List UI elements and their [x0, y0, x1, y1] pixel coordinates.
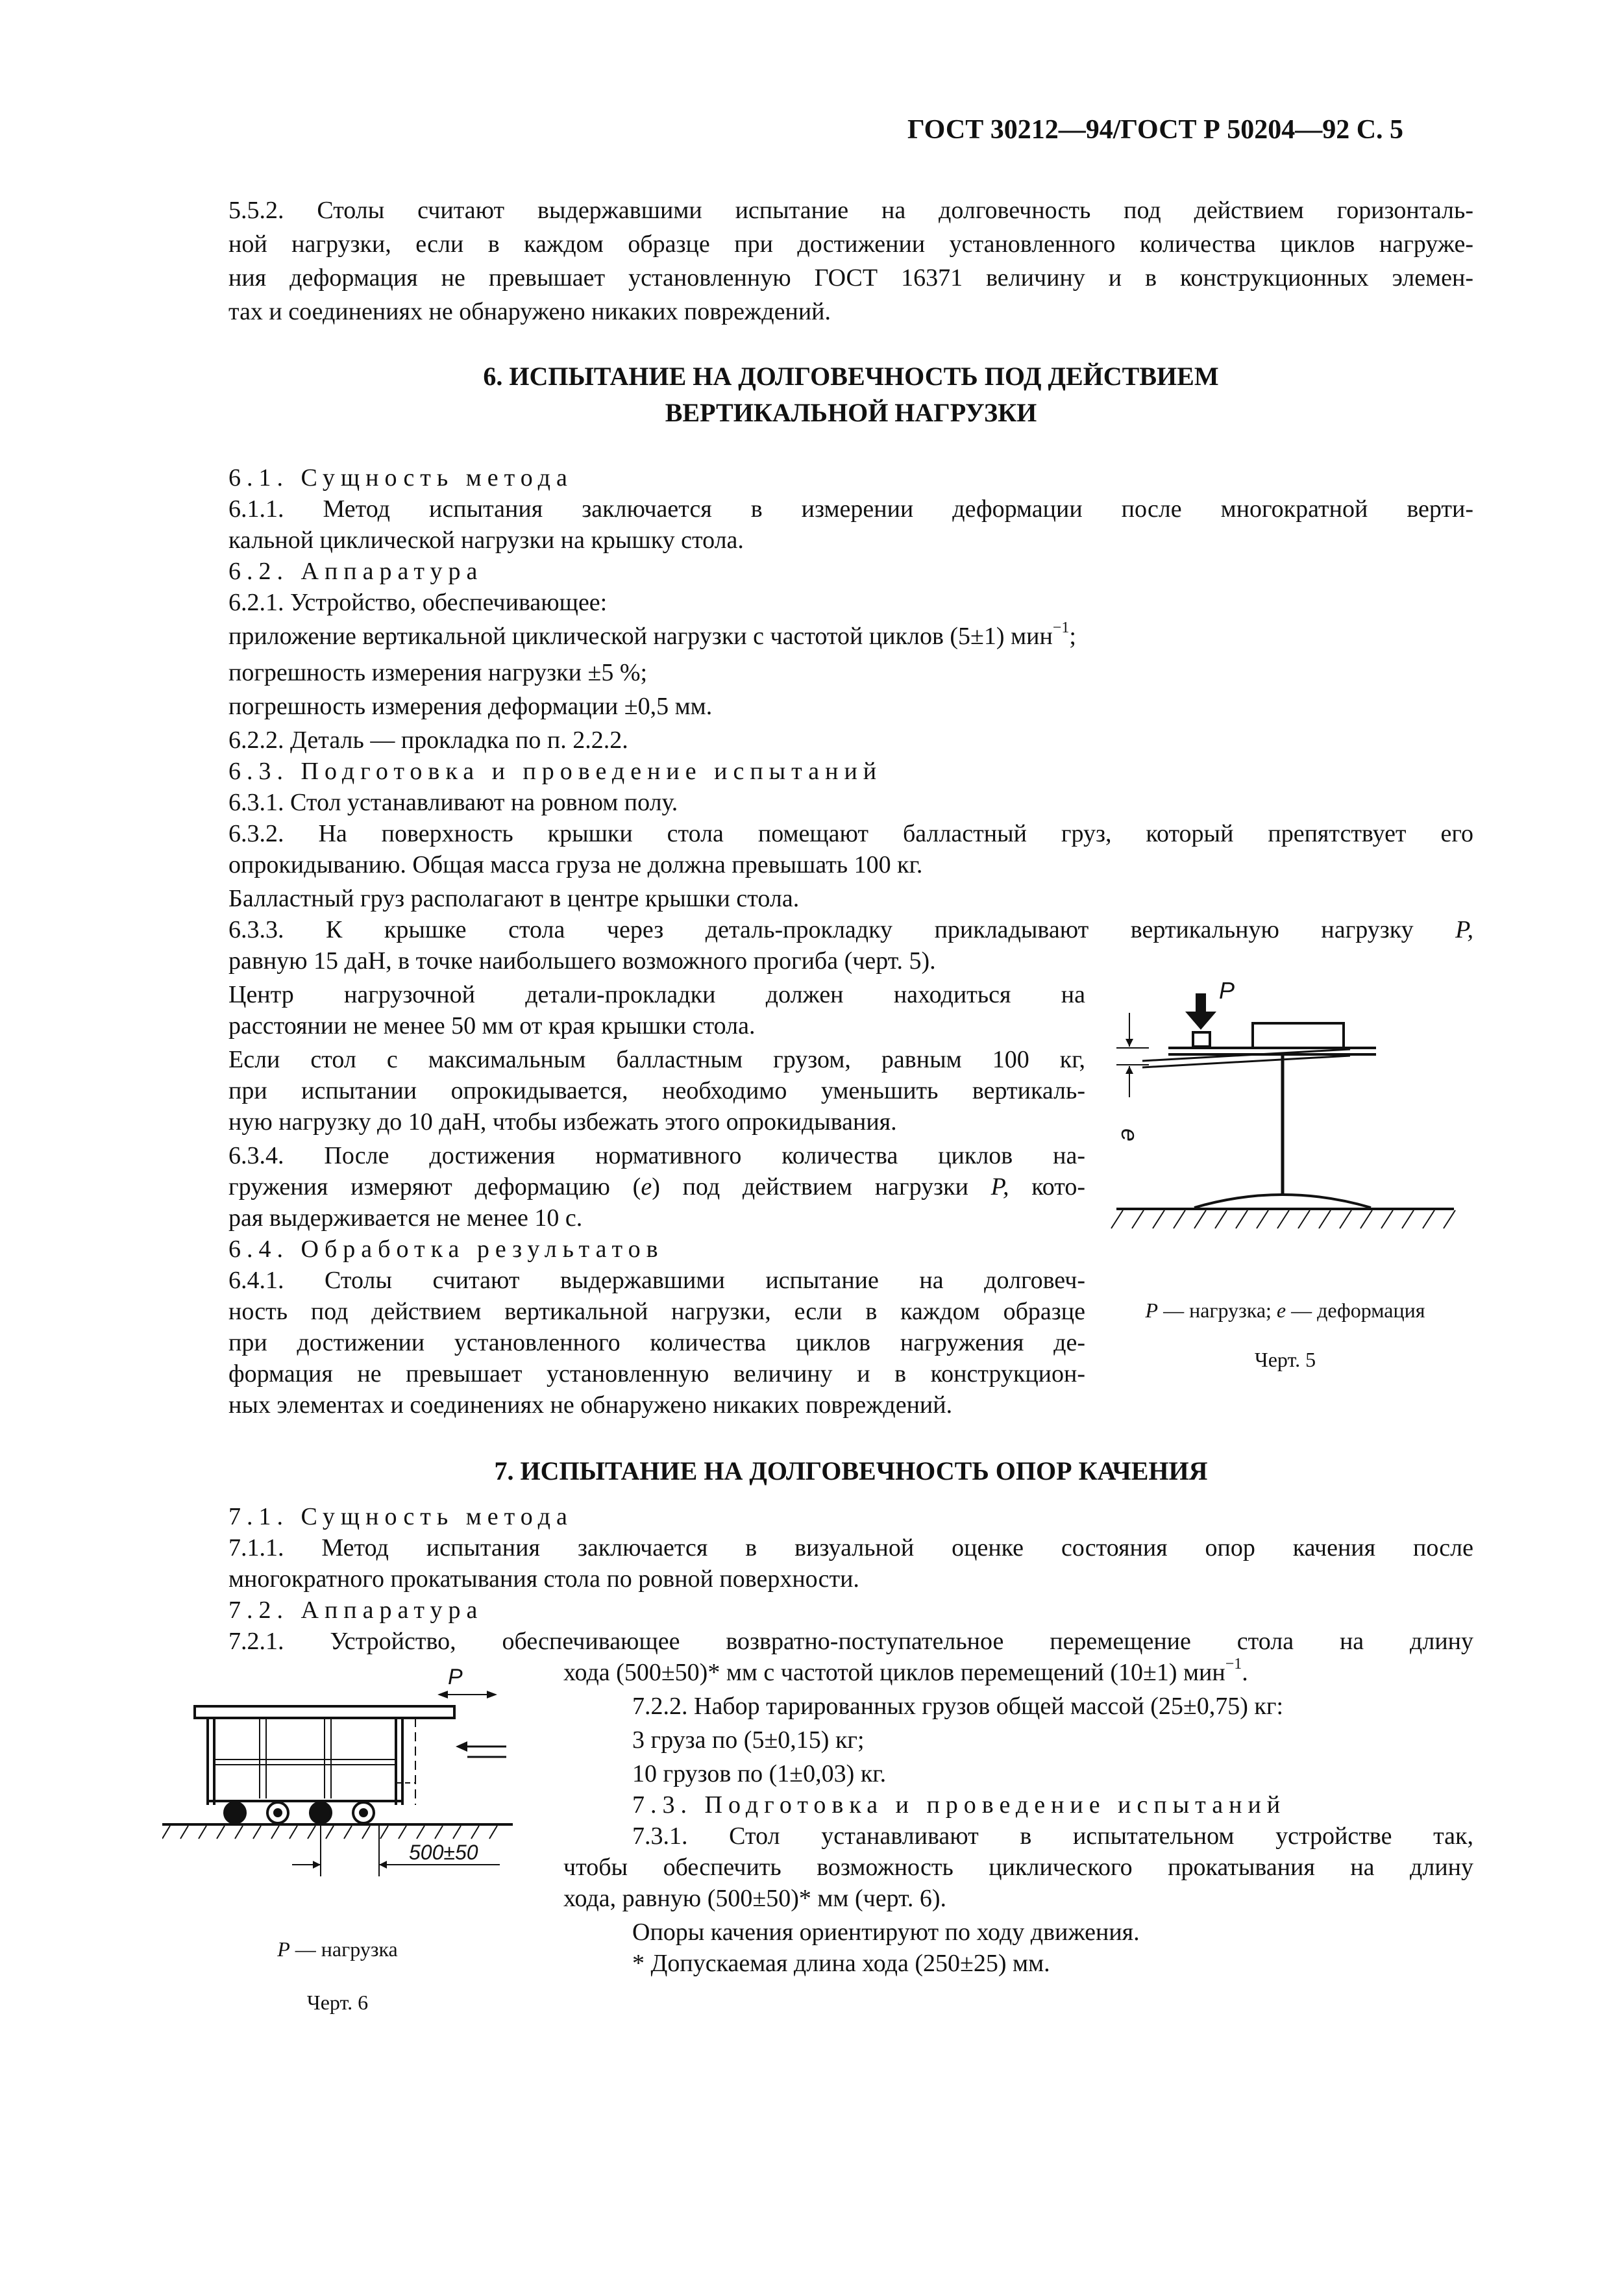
figure-6-legend	[195, 1935, 480, 1963]
variable-e: e	[641, 1173, 652, 1200]
paragraph-6-2-1: 6.2.1. Устройство, обеспечивающее:	[228, 589, 608, 616]
paragraph-6-3-2-line-2: опрокидыванию. Общая масса груза не должна превышать 100 кг.	[228, 851, 923, 878]
variable-P: P,	[1455, 916, 1473, 943]
paragraph-6-1-1-line-2: кальной циклической нагрузки на крышку стола.	[228, 527, 744, 554]
paragraph-7-3-1-line-2: чтобы обеспечить возможность циклического прокатывания на длину	[563, 1854, 1473, 1881]
paragraph-6-3-4-line-1: 6.3.4. После достижения нормативного количества циклов на-	[228, 1142, 1085, 1169]
text-7-2-1: хода (500±50)* мм с частотой циклов перемещений (10±1) мин	[563, 1659, 1225, 1686]
figure-5-label-e: e	[1116, 1128, 1143, 1142]
paragraph-7-1-1-line-1: 7.1.1. Метод испытания заключается в визуальной оценке состояния опор качения после	[228, 1534, 1473, 1561]
legend-variable-P: P	[1145, 1299, 1159, 1322]
subheading-6-1: 6.1. Сущность метода	[228, 464, 573, 491]
paragraph-5-5-2-line-3: ния деформация не превышает установленную ГОСТ 16371 величину и в конструкционных элемен-	[228, 264, 1473, 292]
paragraph-7-3-1-line-3: хода, равную (500±50)* мм (черт. 6).	[563, 1885, 946, 1912]
paragraph-6-4-1-line-4: формация не превышает установленную величину и в конструкцион-	[228, 1360, 1085, 1387]
paragraph-6-2-2: 6.2.2. Деталь — прокладка по п. 2.2.2.	[228, 727, 628, 754]
text-6-3-4-a: гружения измеряют деформацию (	[228, 1173, 641, 1200]
paragraph-6-2-1-b: погрешность измерения нагрузки ±5 %;	[228, 659, 648, 686]
paragraph-6-4-1-line-2: ность под действием вертикальной нагрузки, если в каждом образце	[228, 1298, 1085, 1325]
paragraph-7-2-1-line-2	[563, 1656, 1248, 1689]
paragraph-6-3-3-line-6: при испытании опрокидывается, необходимо уменьшить вертикаль-	[228, 1077, 1085, 1104]
subheading-6-4: 6.4. Обработка результатов	[228, 1236, 664, 1263]
figure-5-legend	[1090, 1296, 1480, 1324]
subheading-7-1: 7.1. Сущность метода	[228, 1503, 573, 1530]
paragraph-6-3-4-line-3: рая выдерживается не менее 10 с.	[228, 1204, 583, 1232]
paragraph-6-3-3-line-4: расстоянии не менее 50 мм от края крышки стола.	[228, 1012, 756, 1039]
load-arrow-head	[1185, 1012, 1216, 1030]
text-semicolon: ;	[1069, 623, 1076, 650]
figure-5-caption: Черт. 5	[1254, 1348, 1316, 1371]
subheading-6-3: 6.3. Подготовка и проведение испытаний	[228, 758, 883, 785]
section-7-title: 7. ИСПЫТАНИЕ НА ДОЛГОВЕЧНОСТЬ ОПОР КАЧЕНИЯ	[494, 1456, 1208, 1486]
section-6-title-line-1: 6. ИСПЫТАНИЕ НА ДОЛГОВЕЧНОСТЬ ПОД ДЕЙСТВИЕМ	[483, 362, 1219, 391]
paragraph-6-3-2-line-1: 6.3.2. На поверхность крышки стола помещают балластный груз, который препятствует его	[228, 820, 1473, 847]
paragraph-6-2-1-a	[228, 619, 1076, 653]
paragraph-6-4-1-line-3: при достижении установленного количества циклов нагружения де-	[228, 1329, 1085, 1356]
legend-P-text: — нагрузка	[295, 1937, 398, 1961]
text-period: .	[1242, 1659, 1248, 1686]
legend-variable-e: e	[1276, 1299, 1286, 1322]
paragraph-6-3-3-line-5: Если стол с максимальным балластным грузом, равным 100 кг,	[228, 1046, 1085, 1073]
paragraph-7-2-2: 7.2.2. Набор тарированных грузов общей массой (25±0,75) кг:	[632, 1693, 1284, 1720]
paragraph-5-5-2-line-2: ной нагрузки, если в каждом образце при достижении установленного количества циклов нагруже-	[228, 230, 1473, 258]
paragraph-7-3-1-line-1: 7.3.1. Стол устанавливают в испытательном устройстве так,	[632, 1822, 1473, 1850]
text-6-3-4-c: кото-	[1031, 1173, 1086, 1200]
load-pad	[1193, 1032, 1210, 1047]
paragraph-6-3-3-line-3: Центр нагрузочной детали-прокладки должен находиться на	[228, 981, 1085, 1008]
wheel-1	[225, 1802, 245, 1823]
floor-hatching	[162, 1826, 497, 1839]
section-6-title-line-2: ВЕРТИКАЛЬНОЙ НАГРУЗКИ	[665, 398, 1037, 427]
subheading-7-3: 7.3. Подготовка и проведение испытаний	[632, 1791, 1286, 1819]
figure-6-dimension-label: 500±50	[409, 1841, 478, 1864]
legend-P-text: — нагрузка;	[1163, 1299, 1272, 1322]
legend-variable-P: P	[277, 1937, 290, 1961]
wheel-3	[310, 1802, 331, 1823]
table-base	[1194, 1195, 1371, 1208]
legend-e-text: — деформация	[1291, 1299, 1425, 1322]
figure-6-caption: Черт. 6	[306, 1991, 369, 2014]
paragraph-5-5-2-line-1: 5.5.2. Столы считают выдержавшими испытание на долговечность под действием горизонталь-	[228, 197, 1473, 224]
paragraph-6-4-1-line-1: 6.4.1. Столы считают выдержавшими испытание на долговеч-	[228, 1267, 1085, 1294]
paragraph-6-3-3-line-1	[228, 913, 1473, 947]
paragraph-6-4-1-line-5: ных элементах и соединениях не обнаружено никаких повреждений.	[228, 1391, 953, 1419]
paragraph-6-1-1-line-1: 6.1.1. Метод испытания заключается в измерении деформации после многократной верти-	[228, 495, 1473, 523]
paragraph-7-2-2-a: 3 груза по (5±0,15) кг;	[632, 1726, 865, 1754]
paragraph-6-3-3-line-7: ную нагрузку до 10 даН, чтобы избежать этого опрокидывания.	[228, 1108, 897, 1136]
subheading-7-2: 7.2. Аппаратура	[228, 1597, 484, 1624]
paragraph-6-2-1-c: погрешность измерения деформации ±0,5 мм.	[228, 693, 713, 720]
table-top-deflected-lower	[1142, 1056, 1350, 1067]
paragraph-7-2-2-b: 10 грузов по (1±0,03) кг.	[632, 1760, 887, 1787]
paragraph-6-3-3-line-2: равную 15 даН, в точке наибольшего возможного прогиба (черт. 5).	[228, 947, 936, 975]
superscript-minus-one: −1	[1052, 619, 1070, 637]
paragraph-6-3-2-line-3: Балластный груз располагают в центре крышки стола.	[228, 885, 800, 912]
floor-hatching	[1111, 1210, 1455, 1228]
figure-6-label-P: P	[448, 1669, 463, 1689]
ballast-weight	[1253, 1023, 1344, 1048]
paragraph-7-1-1-line-2: многократного прокатывания стола по ровной поверхности.	[228, 1565, 859, 1593]
footnote: * Допускаемая длина хода (250±25) мм.	[632, 1950, 1050, 1977]
text-frequency: приложение вертикальной циклической нагрузки с частотой циклов (5±1) мин	[228, 623, 1053, 650]
variable-P: P,	[990, 1173, 1009, 1200]
paragraph-7-2-1-line-1: 7.2.1. Устройство, обеспечивающее возвратно-поступательное перемещение стола на длину	[228, 1628, 1473, 1655]
page-header: ГОСТ 30212—94/ГОСТ Р 50204—92 С. 5	[907, 115, 1404, 145]
figure-5-diagram	[1103, 974, 1467, 1292]
subheading-6-2: 6.2. Аппаратура	[228, 558, 484, 585]
paragraph-6-3-1: 6.3.1. Стол устанавливают на ровном полу.	[228, 789, 678, 816]
text-6-3-3: 6.3.3. К крышке стола через деталь-прокладку прикладывают вертикальную нагрузку	[228, 916, 1414, 943]
text-6-3-4-b: ) под действием нагрузки	[652, 1173, 968, 1200]
paragraph-5-5-2-line-4: тах и соединениях не обнаружено никаких повреждений.	[228, 298, 831, 325]
figure-6-diagram	[162, 1669, 526, 1909]
paragraph-6-3-4-line-2	[228, 1170, 1085, 1204]
paragraph-7-3-1-line-4: Опоры качения ориентируют по ходу движения.	[632, 1919, 1140, 1946]
figure-5-label-P: P	[1219, 977, 1235, 1004]
table-top	[195, 1706, 454, 1718]
superscript-minus-one: −1	[1225, 1656, 1242, 1673]
